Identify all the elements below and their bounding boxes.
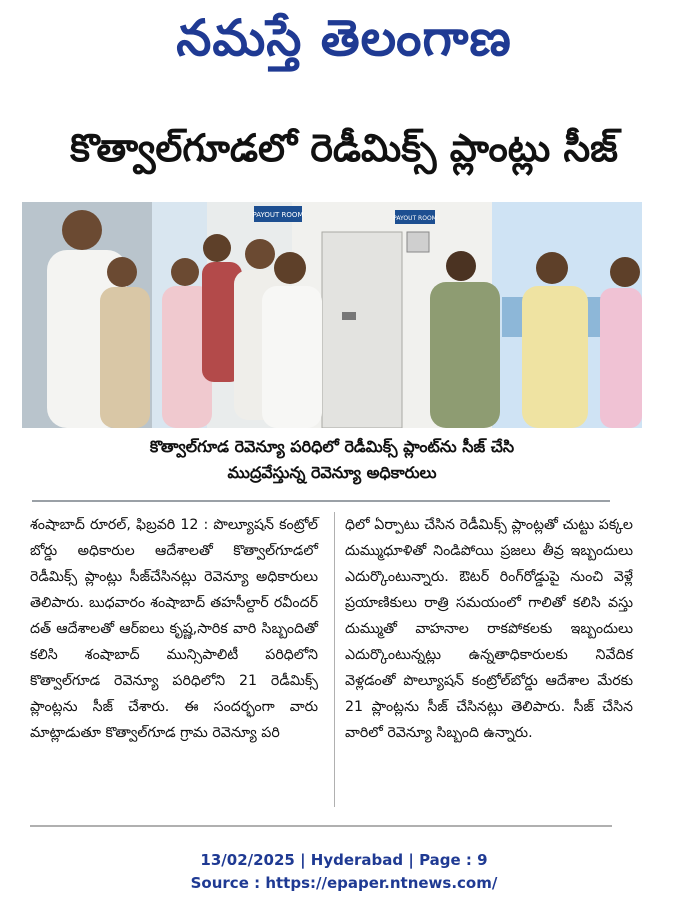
article-headline: కొత్వాల్‌గూడలో రెడీమిక్స్ ప్లాంట్లు సీజ్ (70, 126, 618, 170)
photo-caption (22, 434, 642, 486)
photo-illustration (22, 202, 642, 428)
photo-sign-2: PAYOUT ROOM (393, 215, 437, 222)
article-column-right: ధిలో ఏర్పాటు చేసిన రెడీమిక్స్ ప్లాంట్లతో చుట్టు పక్కల దుమ్ముధూళితో నిండిపోయి ప్రజలు తీవ్ర ఇబ్బందులు ఎదుర్కొంటున్నారు. ఔటర్ రింగ్‌రోడ్డుపై నుంచి వెళ్లే ప్రయాణికులు రాత్రి సమయంలో గాలితో కలిసి వస్తు దుమ్ముతో వాహనాల రాకపోకలకు ఇబ్బందులు ఎదుర్కొంటున్నట్లు ఉన్నతాధికారులకు నివేదిక వెళ్లడంతో పొల్యూషన్ కంట్రోల్‌బోర్డు ఆదేశాల మేరకు 21 ప్లాంట్లను సీజ్ చేసినట్లు తెలిపారు. సీజ్ చేసిన వారిలో రెవెన్యూ సిబ్బంది ఉన్నారు. (345, 517, 633, 741)
article-column-left: శంషాబాద్ రూరల్, ఫిబ్రవరి 12 : పొల్యూషన్ కంట్రోల్ బోర్డు అధికారుల ఆదేశాలతో కొత్వాల్‌గూడలో రెడీమిక్స్ ప్లాంట్లు సీజ్‌చేసినట్లు రెవెన్యూ అధికారులు తెలిపారు. బుధవారం శంషాబాద్ తహసీల్దార్ రవీందర్ దత్ ఆదేశాలతో ఆర్‌ఐలు కృష్ణ,సారిక వారి సిబ్బందితో కలిసి శంషాబాద్ మున్సిపాలిటీ పరిధిలోని కొత్వాల్‌గూడ రెవెన్యూ పరిధిలోని 21 రెడీమిక్స్ ప్లాంట్లను సీజ్ చేశారు. ఈ సందర్భంగా వారు మాట్లాడుతూ కొత్వాల్‌గూడ గ్రామ రెవెన్యూ పరి (30, 517, 318, 741)
newspaper-masthead: నమస్తే తెలంగాణ (176, 8, 512, 67)
edition-info: 13/02/2025 | Hyderabad | Page : 9 (200, 851, 488, 869)
column-divider (334, 512, 335, 807)
source-link[interactable]: Source : https://epaper.ntnews.com/ (190, 874, 498, 892)
caption-line-1: కొత్వాల్‌గూడ రెవెన్యూ పరిధిలో రెడీమిక్స్ ప్లాంట్‌ను సీజ్ చేసి (149, 437, 515, 456)
divider-top (32, 500, 610, 502)
caption-line-2: ముద్రవేస్తున్న రెవెన్యూ అధికారులు (227, 463, 437, 482)
divider-bottom (30, 825, 612, 827)
photo-sign-1: PAYOUT ROOM (252, 211, 304, 219)
article-photo (22, 202, 642, 428)
